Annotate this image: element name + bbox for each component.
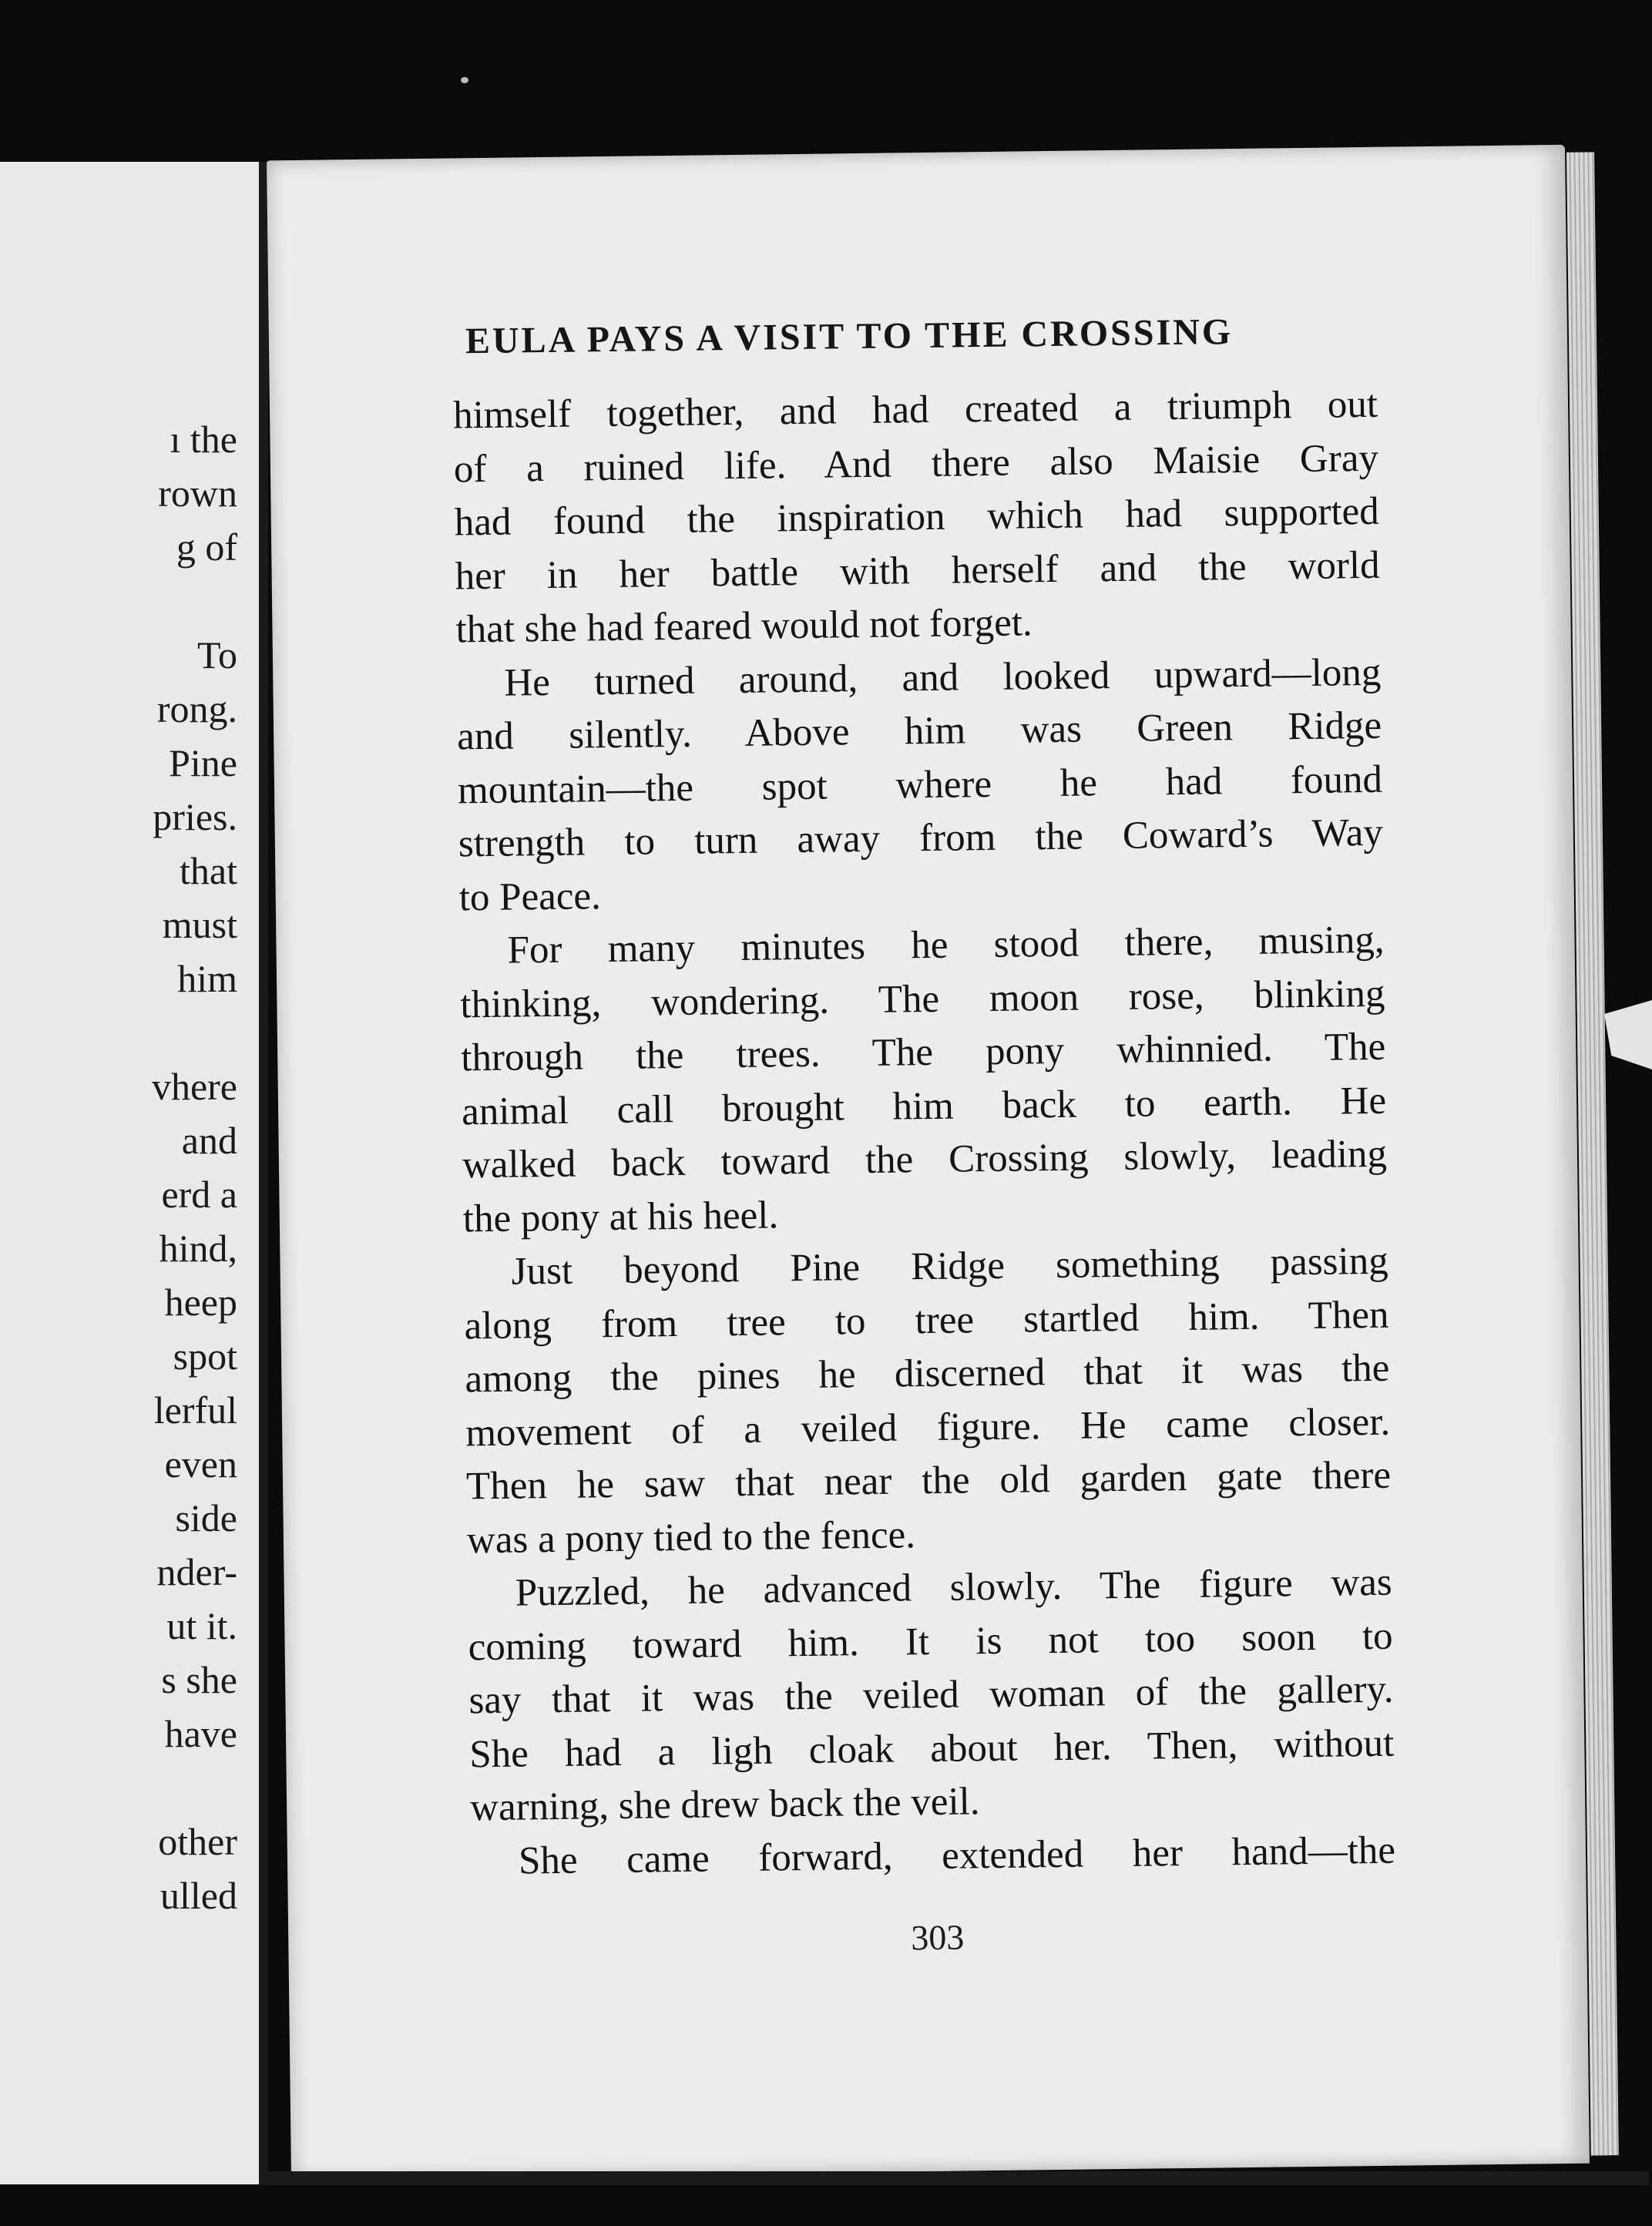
text-line: Then he saw that near the old garden gate there xyxy=(465,1453,1392,1509)
left-page-line: hind, xyxy=(159,1227,237,1270)
text-line: For many minutes he stood there, musing, xyxy=(507,918,1385,972)
text-line: her in her battle with herself and the world xyxy=(455,543,1380,598)
text-line: that she had feared would not forget. xyxy=(455,601,1033,652)
left-page-line xyxy=(6,1006,237,1059)
left-page-line xyxy=(6,574,237,628)
text-line: warning, she drew back the veil. xyxy=(469,1780,980,1830)
text-line: along from tree to tree startled him. Then xyxy=(464,1293,1389,1348)
left-page-line: even xyxy=(164,1442,237,1486)
left-page-line: ulled xyxy=(160,1874,237,1917)
text-line: of a ruined life. And there also Maisie Gray xyxy=(453,436,1379,491)
right-page xyxy=(267,145,1590,2179)
text-line: had found the inspiration which had supported xyxy=(454,489,1380,545)
left-page-line: lerful xyxy=(153,1388,237,1432)
text-line: coming toward him. It is not too soon to xyxy=(468,1614,1393,1669)
text-line: say that it was the veiled woman of the gallery. xyxy=(468,1667,1394,1723)
left-page-line: pries. xyxy=(153,795,237,838)
text-line: strength to turn away from the Coward’s Way xyxy=(458,811,1384,866)
left-page xyxy=(0,162,268,2184)
left-page-line: heep xyxy=(164,1281,237,1324)
text-line: among the pines he discerned that it was the xyxy=(465,1346,1390,1402)
left-page-line: other xyxy=(158,1820,237,1863)
left-page-text xyxy=(6,412,237,1922)
body-text xyxy=(453,378,1396,1889)
left-page-line: ı the xyxy=(170,418,237,461)
text-line: through the trees. The pony whinnied. The xyxy=(460,1025,1386,1080)
page-edge xyxy=(1566,152,1619,2155)
left-page-line: nder- xyxy=(156,1550,237,1593)
text-line: movement of a veiled figure. He came closer. xyxy=(465,1400,1391,1455)
left-page-line: spot xyxy=(173,1335,237,1378)
page-number: 303 xyxy=(910,1917,965,1958)
left-page-line: To xyxy=(196,633,237,677)
text-line: animal call brought him back to earth. He xyxy=(461,1079,1387,1133)
text-line: She had a ligh cloak about her. Then, without xyxy=(469,1721,1395,1776)
text-line: Puzzled, he advanced slowly. The figure was xyxy=(515,1560,1393,1615)
text-line: mountain—the spot where he had found xyxy=(457,757,1383,812)
text-line: He turned around, and looked upward—long xyxy=(504,650,1382,705)
text-line: was a pony tied to the fence. xyxy=(466,1513,916,1562)
left-page-line: side xyxy=(175,1496,237,1539)
text-line: thinking, wondering. The moon rose, blinking xyxy=(460,972,1385,1026)
running-head: EULA PAYS A VISIT TO THE CROSSING xyxy=(465,311,1234,362)
left-page-line: Pine xyxy=(169,741,237,784)
book-bottom-edge xyxy=(262,2171,1649,2185)
text-line: himself together, and had created a triumph out xyxy=(452,382,1378,438)
text-line: Just beyond Pine Ridge something passing xyxy=(511,1239,1388,1294)
left-page-line: and xyxy=(181,1119,237,1162)
left-page-line: that xyxy=(180,849,237,892)
left-page-line: ut it. xyxy=(166,1604,237,1647)
left-page-line: rown xyxy=(158,472,237,515)
text-line: walked back toward the Crossing slowly, leading xyxy=(462,1132,1388,1187)
left-page-line: have xyxy=(164,1712,237,1755)
left-page-line: s she xyxy=(161,1658,237,1701)
text-line: to Peace. xyxy=(458,874,602,919)
left-page-line: him xyxy=(177,957,237,1000)
page-tab xyxy=(1604,1000,1652,1069)
scan-speck xyxy=(461,77,468,83)
left-page-line xyxy=(6,1761,237,1815)
text-line: and silently. Above him was Green Ridge xyxy=(456,703,1382,759)
text-line: She came forward, extended her hand—the xyxy=(518,1828,1396,1883)
left-page-line: rong. xyxy=(156,687,237,730)
left-page-line: g of xyxy=(176,525,237,569)
left-page-line: erd a xyxy=(161,1173,237,1216)
left-page-line: vhere xyxy=(151,1065,237,1108)
left-page-line: must xyxy=(162,903,237,946)
text-line: the pony at his heel. xyxy=(462,1193,779,1241)
